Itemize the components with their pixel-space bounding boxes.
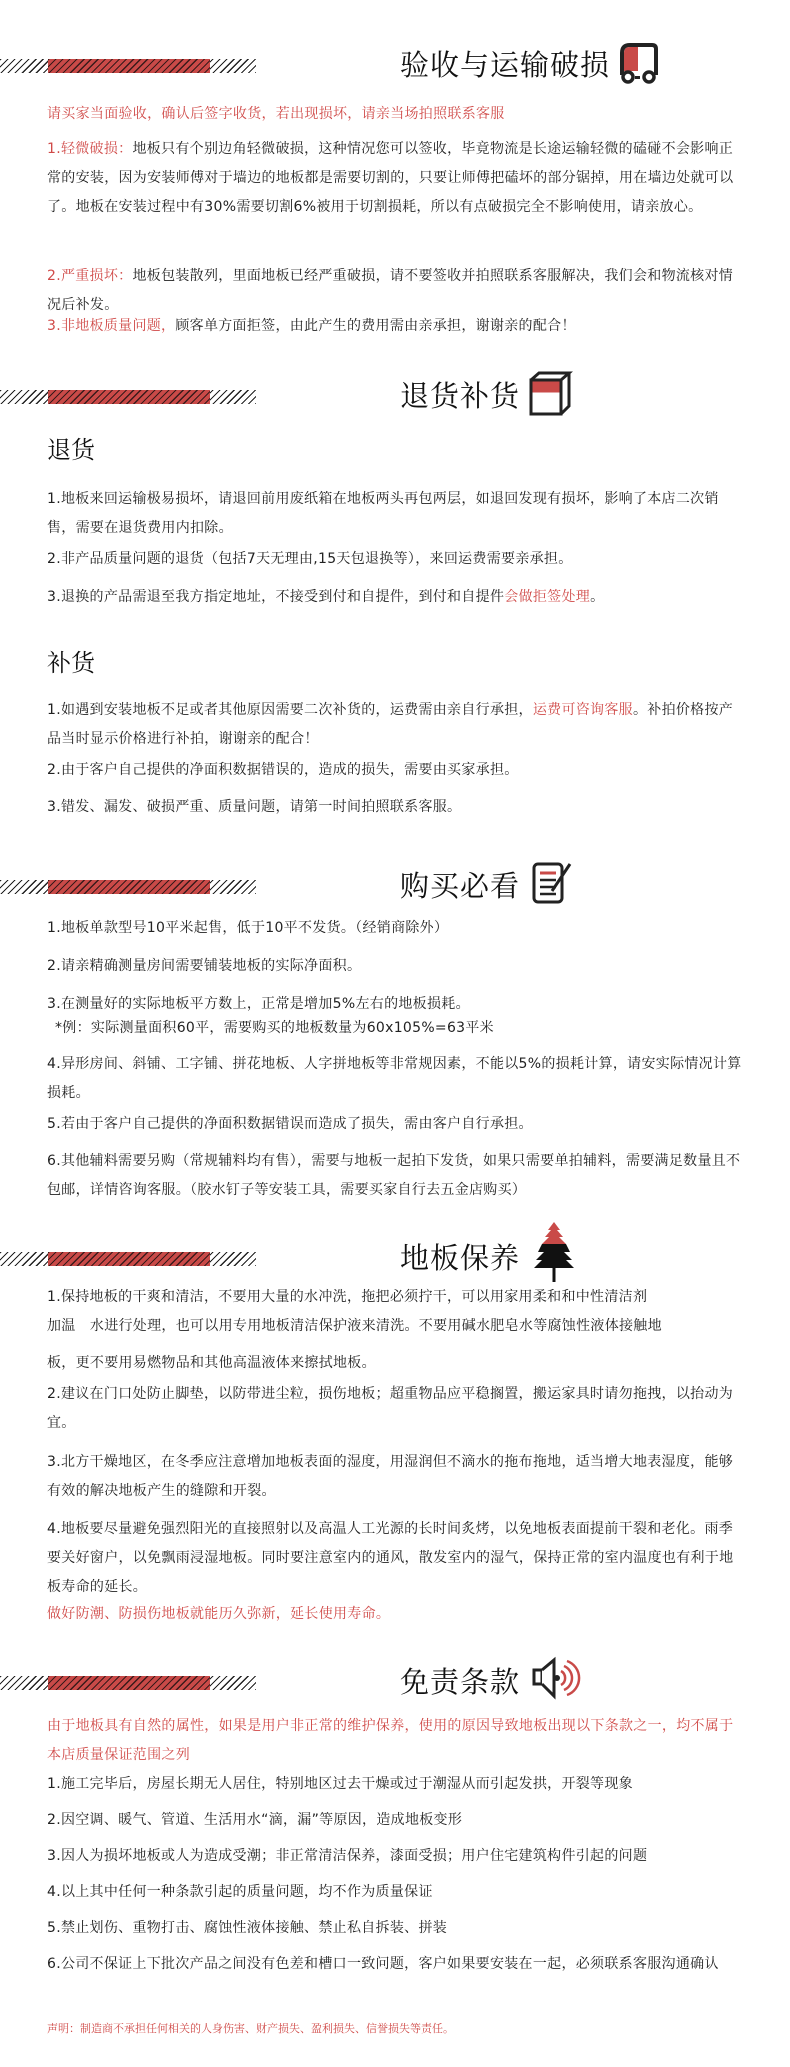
item-suffix: 。 bbox=[590, 589, 605, 605]
item-text: 地板包装散列，里面地板已经严重破损，请不要签收并拍照联系客服解决，我们会和物流核对情况后补发。 bbox=[47, 268, 734, 313]
item-text: 3.退换的产品需退至我方指定地址，不接受到付和自提件，到付和自提件 bbox=[47, 589, 505, 605]
disclaimer-item: 2.因空调、暖气、管道、生活用水“滴，漏”等原因，造成地板变形 bbox=[47, 1812, 463, 1828]
purchase-item: 4.异形房间、斜铺、工字铺、拼花地板、人字拼地板等非常规因素，不能以5%的损耗计算，请安实际情况计算损耗。 bbox=[47, 1056, 742, 1101]
item-suffix: 。补拍价格按产品当时显示价格进行补拍，谢谢亲的配合！ bbox=[47, 702, 734, 747]
decorative-red-bar bbox=[48, 880, 210, 894]
restock-item: 3.错发、漏发、破损严重、质量问题，请第一时间拍照联系客服。 bbox=[47, 799, 462, 815]
disclaimer-item: 3.因人为损坏地板或人为造成受潮；非正常清洁保养，漆面受损；用户住宅建筑构件引起的问题 bbox=[47, 1848, 648, 1864]
disclaimer-item: 6.公司不保证上下批次产品之间没有色差和槽口一致问题，客户如果要安装在一起，必须联系客服沟通确认 bbox=[47, 1956, 719, 1972]
section-title: 验收与运输破损 bbox=[400, 48, 611, 82]
maintenance-footer: 做好防潮、防损伤地板就能历久弥新，延长使用寿命。 bbox=[47, 1606, 391, 1622]
restock-subtitle: 补货 bbox=[47, 649, 95, 677]
section-header-maintenance bbox=[0, 1228, 790, 1288]
item-line: 板，更不要用易燃物品和其他高温液体来擦拭地板。 bbox=[47, 1355, 376, 1371]
purchase-item: 6.其他辅料需要另购（常规辅料均有售），需要与地板一起拍下发货，如果只需要单拍辅料，需要满足数量且不包邮，详情咨询客服。（胶水钉子等安装工具，需要买家自行去五金店购买） bbox=[47, 1153, 741, 1198]
section-header-purchase bbox=[0, 856, 790, 916]
return-item bbox=[47, 583, 747, 612]
item-label: 3.非地板质量问题， bbox=[47, 318, 176, 334]
return-item: 1.地板来回运输极易损坏，请退回前用废纸箱在地板两头再包两层，如退回发现有损坏，影响了本店二次销售，需要在退货费用内扣除。 bbox=[47, 491, 719, 536]
purchase-example-note: *例：实际测量面积60平，需要购买的地板数量为60x105%=63平米 bbox=[55, 1020, 494, 1036]
item-label: 2.严重损坏： bbox=[47, 268, 133, 284]
section-title: 免责条款 bbox=[400, 1665, 521, 1699]
return-item: 2.非产品质量问题的退货（包括7天无理由,15天包退换等），来回运费需要亲承担。 bbox=[47, 551, 573, 567]
inspection-intro: 请买家当面验收，确认后签字收货，若出现损坏，请亲当场拍照联系客服 bbox=[47, 106, 505, 122]
maintenance-item bbox=[47, 1286, 747, 1374]
checklist-icon bbox=[530, 858, 582, 910]
maintenance-item: 4.地板要尽量避免强烈阳光的直接照射以及高温人工光源的长时间炙烤，以免地板表面提前干裂和老化。雨季要关好窗户，以免飘雨浸湿地板。同时要注意室内的通风，散发室内的湿气，保持正常的室内温度也有利于地板寿命的延长。 bbox=[47, 1521, 734, 1595]
disclaimer-item: 1.施工完毕后，房屋长期无人居住，特别地区过去干燥或过于潮湿从而引起发拱，开裂等现象 bbox=[47, 1776, 633, 1792]
decorative-red-bar bbox=[48, 1252, 210, 1266]
item-label: 1.轻微破损： bbox=[47, 141, 133, 157]
item-line: 1.保持地板的干爽和清洁，不要用大量的水冲洗，拖把必须拧干，可以用家用柔和和中性清洁剂 bbox=[47, 1289, 648, 1305]
decorative-red-bar bbox=[48, 59, 210, 73]
inspection-item bbox=[47, 312, 747, 341]
section-header-returns bbox=[0, 366, 790, 426]
highlight-text: 会做拒签处理 bbox=[504, 589, 591, 605]
inspection-item bbox=[47, 135, 747, 222]
disclaimer-item: 5.禁止划伤、重物打击、腐蚀性液体接触、禁止私自拆装、拼装 bbox=[47, 1920, 448, 1936]
purchase-item: 3.在测量好的实际地板平方数上，正常是增加5%左右的地板损耗。 bbox=[47, 996, 470, 1012]
section-title: 地板保养 bbox=[400, 1241, 521, 1275]
section-header-disclaimer bbox=[0, 1652, 790, 1712]
disclaimer-intro: 由于地板具有自然的属性，如果是用户非正常的维护保养，使用的原因导致地板出现以下条款之一，均不属于本店质量保证范围之列 bbox=[47, 1718, 734, 1763]
purchase-item: 5.若由于客户自己提供的净面积数据错误而造成了损失，需由客户自行承担。 bbox=[47, 1116, 533, 1132]
item-text: 地板只有个别边角轻微破损，这种情况您可以签收，毕竟物流是长途运输轻微的磕碰不会影响正常的安装，因为安装师傅对于墙边的地板都是需要切割的，只要让师傅把磕坏的部分锯掉，用在墙边处就可以了。地板在安装过程中有30%需要切割6%被用于切割损耗，所以有点破损完全不影响使用，请亲放心。 bbox=[47, 141, 734, 215]
maintenance-item: 2.建议在门口处防止脚垫，以防带进尘粒，损伤地板；超重物品应平稳搁置，搬运家具时请勿拖拽，以抬动为宜。 bbox=[47, 1386, 734, 1431]
section-title: 退货补货 bbox=[400, 379, 521, 413]
decorative-red-bar bbox=[48, 1676, 210, 1690]
returns-subtitle: 退货 bbox=[47, 436, 95, 464]
section-header-inspection bbox=[0, 35, 790, 95]
section-title: 购买必看 bbox=[400, 869, 521, 903]
tree-icon bbox=[528, 1220, 580, 1284]
truck-icon bbox=[612, 37, 664, 89]
legal-statement: 声明：制造商不承担任何相关的人身伤害、财产损失、盈利损失、信誉损失等责任。 bbox=[47, 2022, 454, 2035]
highlight-text: 运费可咨询客服 bbox=[532, 702, 633, 718]
restock-item bbox=[47, 696, 747, 754]
decorative-red-bar bbox=[48, 390, 210, 404]
maintenance-item: 3.北方干燥地区，在冬季应注意增加地板表面的湿度，用湿润但不滴水的拖布拖地，适当增大地表湿度，能够有效的解决地板产生的缝隙和开裂。 bbox=[47, 1454, 734, 1499]
purchase-item: 1.地板单款型号10平米起售，低于10平不发货。（经销商除外） bbox=[47, 920, 449, 936]
disclaimer-item: 4.以上其中任何一种条款引起的质量问题，均不作为质量保证 bbox=[47, 1884, 433, 1900]
purchase-item: 2.请亲精确测量房间需要铺装地板的实际净面积。 bbox=[47, 958, 362, 974]
item-text: 顾客单方面拒签，由此产生的费用需由亲承担，谢谢亲的配合！ bbox=[175, 318, 576, 334]
item-text: 1.如遇到安装地板不足或者其他原因需要二次补货的，运费需由亲自行承担， bbox=[47, 702, 533, 718]
speaker-icon bbox=[532, 1654, 584, 1706]
box-icon bbox=[526, 368, 578, 420]
item-line: 加温 水进行处理，也可以用专用地板清洁保护液来清洗。不要用碱水肥皂水等腐蚀性液体接触地 bbox=[47, 1318, 662, 1334]
restock-item: 2.由于客户自己提供的净面积数据错误的，造成的损失，需要由买家承担。 bbox=[47, 762, 519, 778]
